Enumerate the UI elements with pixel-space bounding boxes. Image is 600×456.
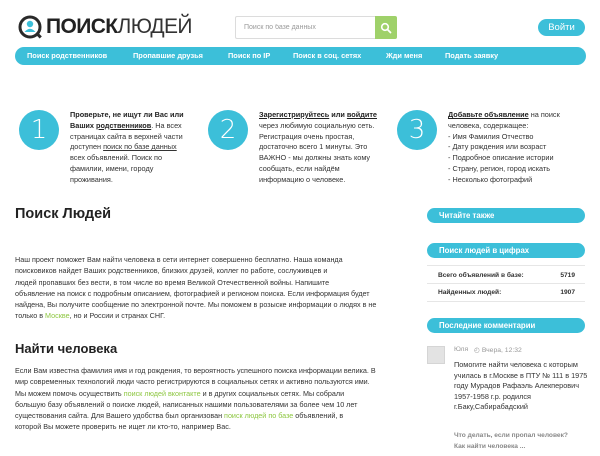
- section-title: Найти человека: [15, 341, 118, 356]
- search-icon: [380, 22, 392, 34]
- paragraph-line: Мы можем помочь осуществить: [15, 388, 124, 398]
- read-also-header: Читайте также: [427, 208, 585, 223]
- stat-value-found: 1907: [560, 289, 575, 296]
- intro-line: только в: [15, 311, 46, 321]
- feature-line: человека, содержащее:: [448, 120, 529, 130]
- feature-line: . На всех: [151, 120, 182, 130]
- stat-label-found: Найденных людей:: [438, 289, 502, 296]
- feature-list-item: - Подробное описание истории: [448, 153, 554, 163]
- comment-author: Юля: [454, 346, 469, 353]
- paragraph-line: объявлений, в: [293, 411, 344, 421]
- divider: [427, 301, 585, 302]
- paragraph-line: Если Вам известна фамилия имя и год рождения, то вероятность успешного поиска информации велика. В: [15, 366, 376, 375]
- feature-number-badge: 2: [208, 110, 248, 150]
- feature-check: [19, 110, 219, 200]
- feature-line: страницах сайта в верхней части: [70, 131, 183, 141]
- feature-register: [208, 110, 398, 200]
- search-button[interactable]: [375, 16, 397, 39]
- paragraph-line: и в других социальных сетях. Мы собрали: [200, 388, 345, 398]
- feature-line: доступен: [70, 142, 104, 152]
- database-search-link[interactable]: поиск по базе данных: [103, 142, 177, 152]
- logo-text-main: ПОИСК: [46, 15, 118, 38]
- site-logo[interactable]: [17, 13, 192, 41]
- divider: [427, 265, 585, 266]
- find-person-paragraph: [15, 365, 410, 433]
- intro-line: Наш проект поможет Вам найти человека в сети интернет совершенно бесплатно. Наша команда: [15, 255, 343, 264]
- nav-item-ip-search[interactable]: Поиск по IP: [228, 51, 271, 60]
- stat-label-total: Всего объявлений в базе:: [438, 272, 524, 279]
- nav-item-relatives[interactable]: Поиск родственников: [27, 51, 108, 60]
- feature-line: информацию о человеке.: [259, 174, 346, 184]
- stats-header: Поиск людей в цифрах: [427, 243, 585, 258]
- search-input[interactable]: [235, 16, 375, 39]
- main-nav: [15, 47, 586, 65]
- paragraph-line: которой Вы можете проверить не ищет ли кто-то, например Вас.: [15, 422, 231, 432]
- login-link[interactable]: войдите: [346, 110, 377, 119]
- feature-list-item: - Имя Фамилия Отчество: [448, 131, 534, 141]
- comment-article-link[interactable]: Как найти человека ...: [454, 443, 526, 450]
- feature-heading: или: [329, 110, 347, 119]
- avatar: [427, 346, 445, 364]
- feature-list-item: - Дату рождения или возраст: [448, 142, 547, 152]
- database-search-link[interactable]: поиск людей по базе: [224, 411, 294, 421]
- feature-line: ВАЖНО - мы должны знать кому: [259, 153, 371, 163]
- feature-line: проживания.: [70, 174, 113, 184]
- intro-line: найдена, Вы получите сообщение по электронной почте. Мы поможем в розыске информации о людях в не: [15, 300, 377, 310]
- feature-text: [259, 110, 377, 186]
- feature-line: сообщать, если найдём: [259, 163, 340, 173]
- intro-line: поисковиков найдет Ваших родственников, близких друзей, коллег по работе, сослуживцев и: [15, 266, 328, 276]
- logo-text: [46, 14, 192, 40]
- feature-line: всех объявлений. Поиск по: [70, 153, 163, 163]
- logo-people-icon: [17, 14, 43, 40]
- feature-text: [448, 110, 560, 186]
- login-button[interactable]: Войти: [538, 19, 585, 36]
- comment-article-link[interactable]: Что делать, если пропал человек?: [454, 432, 568, 439]
- feature-number-badge: 3: [397, 110, 437, 150]
- logo-text-sub: ЛЮДЕЙ: [117, 15, 192, 38]
- intro-line: , но и России и странах СНГ.: [69, 311, 166, 321]
- nav-item-submit-request[interactable]: Подать заявку: [445, 51, 499, 60]
- feature-list-item: - Несколько фотографий: [448, 174, 533, 184]
- relatives-link[interactable]: родственников: [95, 120, 152, 130]
- feature-line: на поиск: [528, 110, 560, 119]
- comment-time: [474, 346, 522, 354]
- feature-line: через любимую социальную сеть.: [259, 120, 375, 130]
- feature-line: фамилии, имени, городу: [70, 163, 154, 173]
- register-link[interactable]: Зарегистрируйтесь: [259, 110, 330, 119]
- paragraph-line: большую базу объявлений о поиске людей, написанных нашими пользователями за более чем 10 лет: [15, 399, 358, 409]
- nav-item-missing-friends[interactable]: Пропавшие друзья: [133, 51, 203, 60]
- feature-list-item: - Страну, регион, город искать: [448, 163, 551, 173]
- feature-line: достаточно всего 1 минуты. Это: [259, 142, 368, 152]
- add-ad-link[interactable]: Добавьте объявление: [448, 110, 529, 119]
- feature-heading: Проверьте, не ищут ли Вас или: [70, 110, 184, 119]
- clock-icon: ◴: [474, 347, 480, 354]
- page-title: Поиск Людей: [15, 206, 112, 222]
- nav-item-wait-for-me[interactable]: Жди меня: [386, 51, 423, 60]
- intro-paragraph: [15, 254, 410, 322]
- intro-line: людей пропавших без вести, в том числе во время Великой Отечественной войны. Напишите: [15, 277, 330, 287]
- feature-text: [70, 110, 184, 186]
- intro-line: объявление на поиск с подробным описанием, фотографией и регионом поиска. Если информация будет: [15, 288, 370, 298]
- moscow-link[interactable]: Москве: [45, 311, 70, 321]
- paragraph-line: существования сайта. Для Вашего удобства был организован: [15, 411, 225, 421]
- stat-value-total: 5719: [560, 272, 575, 279]
- divider: [427, 283, 585, 284]
- search-form: [235, 16, 397, 39]
- feature-add-ad: [397, 110, 592, 200]
- paragraph-line: мир современных технологий люди часто регистрируются в социальных сетях и активно пользуются ими.: [15, 377, 370, 387]
- vk-search-link[interactable]: поиск людей вконтакте: [123, 388, 201, 398]
- comment-body: Помогите найти человека с которым училась в г.Москве в ПТУ № 111 в 1975 году Мурадов Рафаэль Алекперович 1957-1958 г.р. родился г.Баку,Сабирабадский: [454, 360, 588, 411]
- comment-time-text: Вчера, 12:32: [481, 347, 522, 354]
- nav-item-social-search[interactable]: Поиск в соц. сетях: [293, 51, 362, 60]
- comments-header: Последние комментарии: [427, 318, 585, 333]
- feature-number-badge: 1: [19, 110, 59, 150]
- feature-heading: Ваших: [70, 120, 96, 130]
- feature-line: Регистрация очень простая,: [259, 131, 355, 141]
